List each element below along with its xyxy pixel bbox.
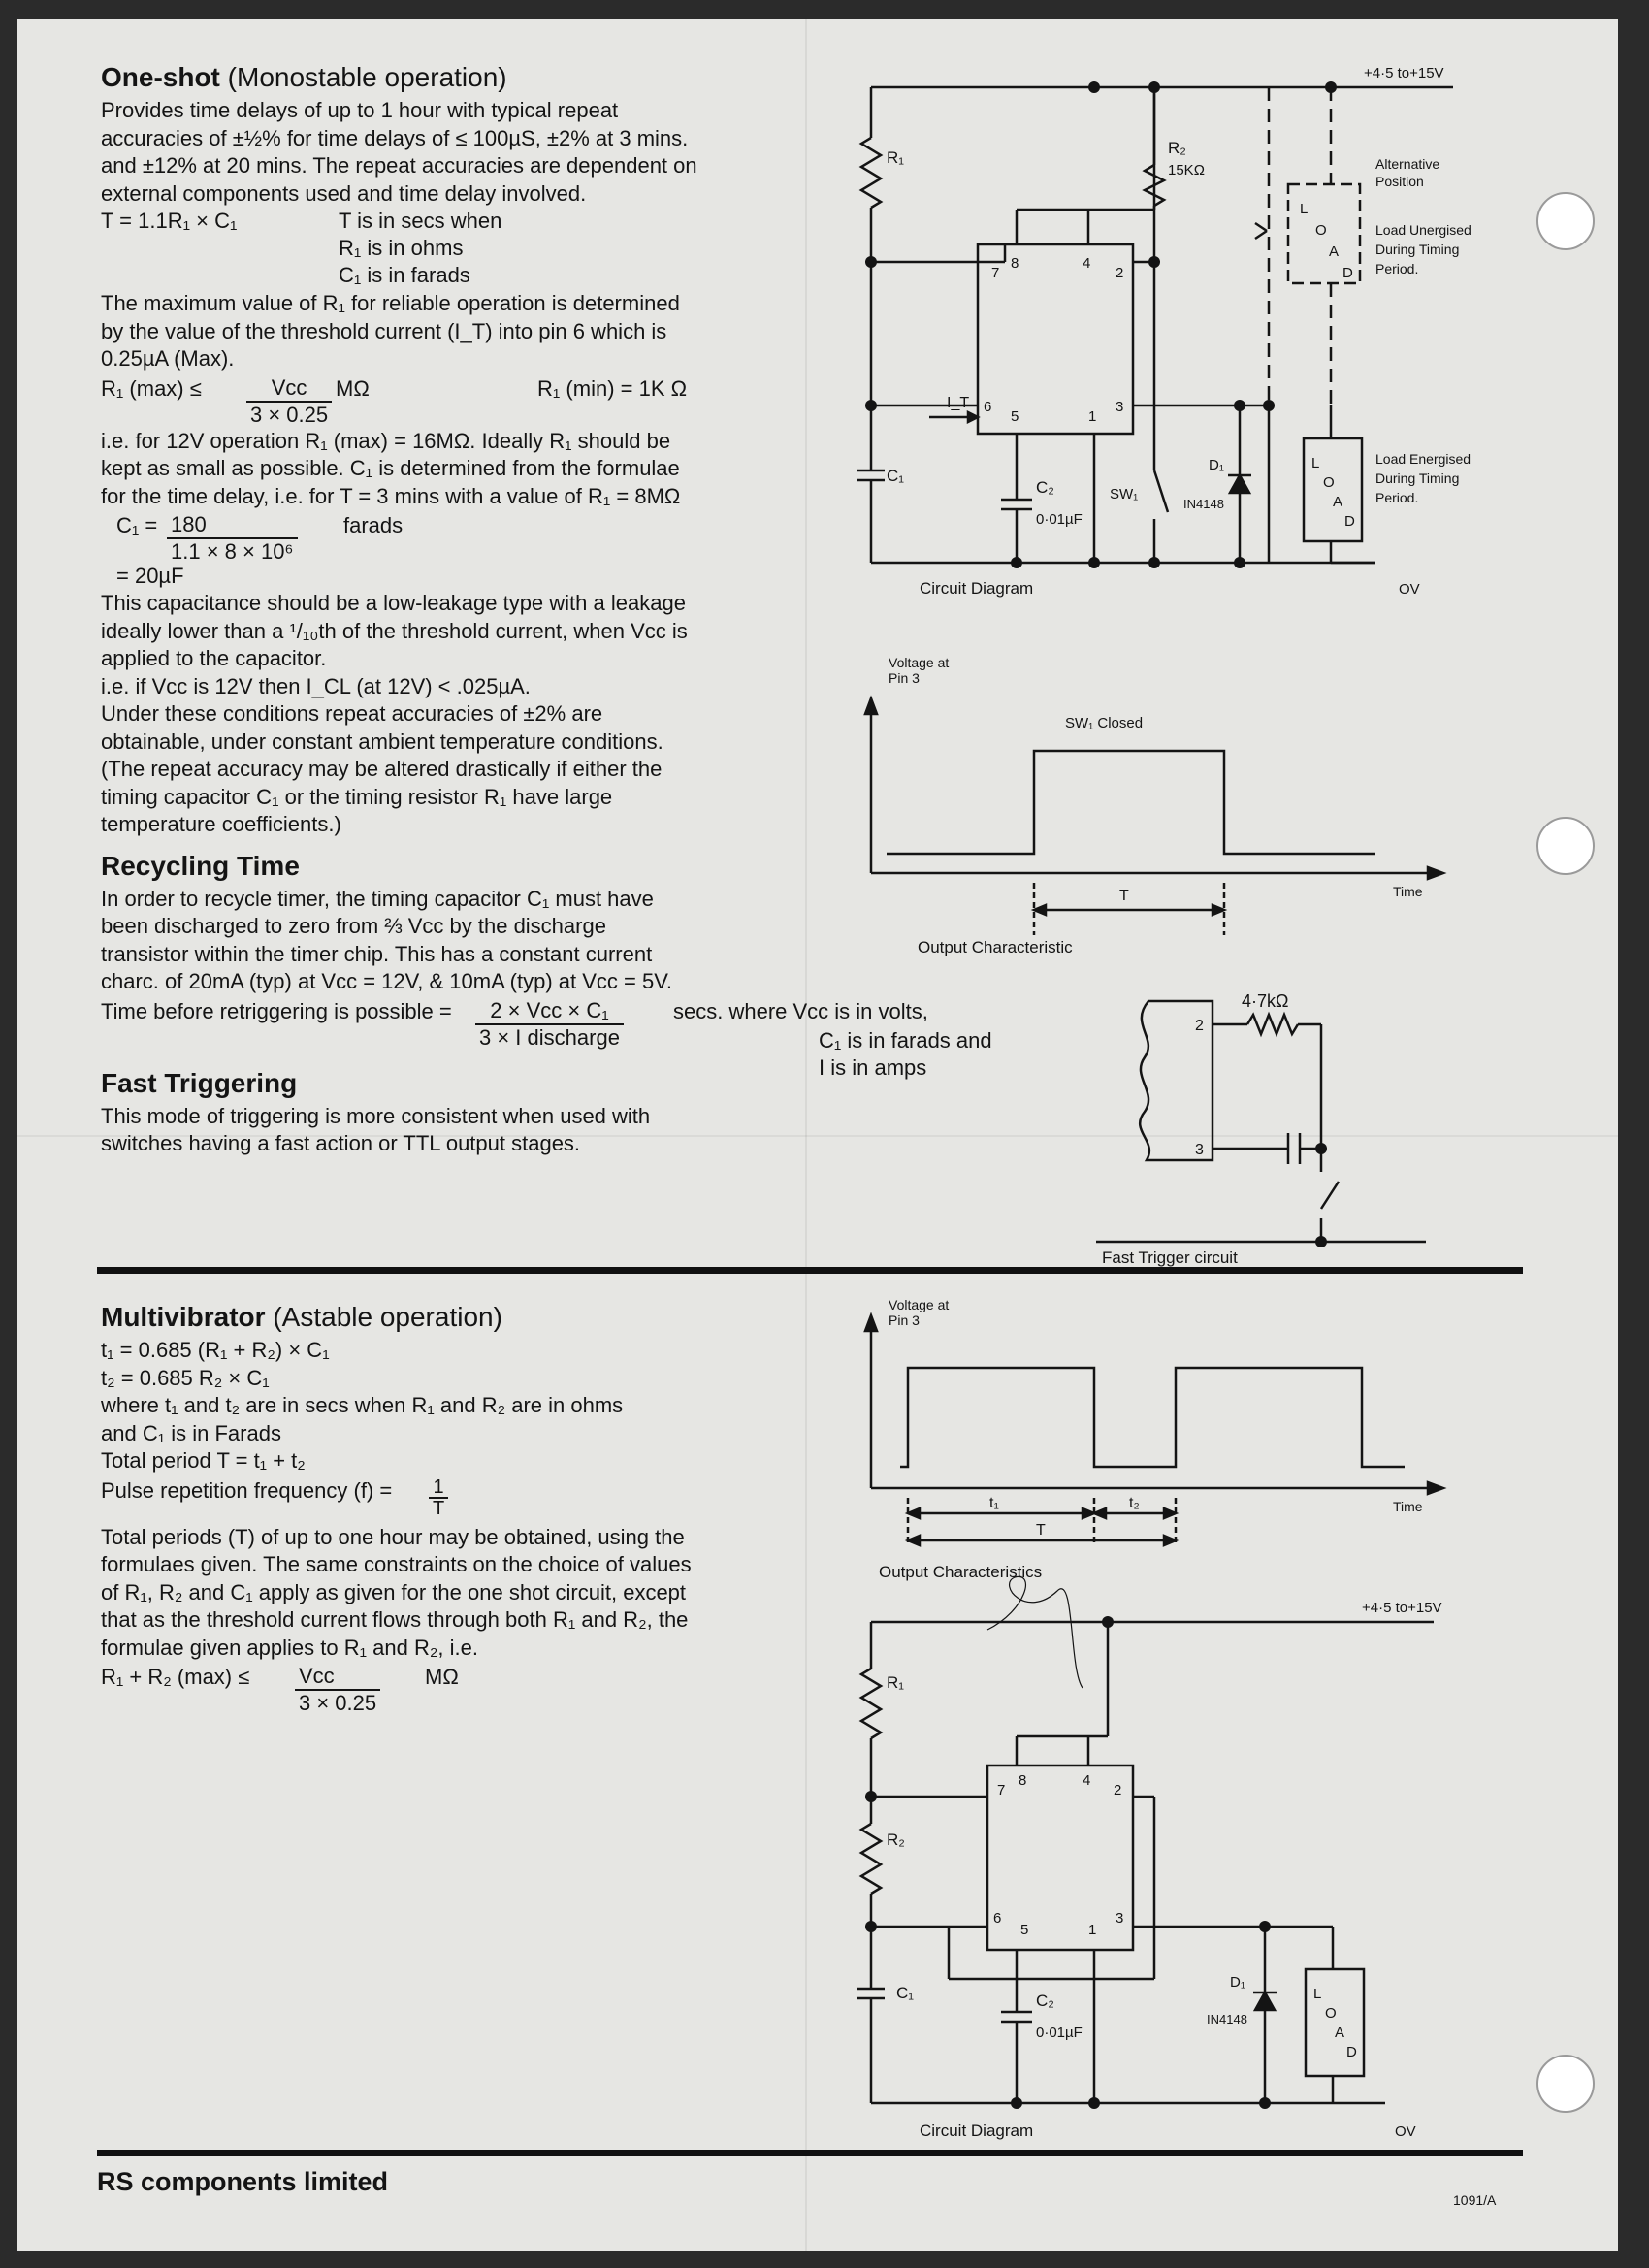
multivibrator-line: formulae given applies to R₁ and R₂, i.e.	[101, 1635, 478, 1660]
load-letter: L	[1311, 455, 1320, 471]
resistor-r1	[861, 1669, 881, 1738]
pulse	[887, 751, 1375, 854]
diode-d1	[1255, 1993, 1275, 2010]
junction-dot	[1011, 2097, 1022, 2109]
junction-dot	[865, 1791, 877, 1802]
load-letter: D	[1346, 2044, 1357, 2060]
oneshot-max-line: by the value of the threshold current (I_T) into pin 6 which is	[101, 318, 667, 343]
waveform-output-characteristics	[865, 1315, 1443, 1688]
wave2-ylabel: Pin 3	[889, 1312, 920, 1328]
pin-label: 4	[1083, 255, 1091, 272]
cap-line: applied to the capacitor.	[101, 646, 327, 670]
oneshot-unit-line: T is in secs when	[339, 209, 502, 233]
load-energised-label: Load Energised	[1375, 451, 1471, 467]
oneshot-line: accuracies of ±½% for time delays of ≤ 100µS, ±2% at 3 mins.	[101, 125, 689, 150]
pin-label: 5	[1020, 1922, 1029, 1938]
d1-label: D₁	[1209, 457, 1224, 473]
recycling-line: charc. of 20mA (typ) at Vcc = 12V, & 10mA (typ) at Vcc = 5V.	[101, 969, 672, 993]
retrigger-right: secs. where Vcc is in volts,	[673, 998, 928, 1023]
pin-label: 2	[1114, 1782, 1122, 1798]
switch-sw1	[1154, 470, 1168, 512]
load-letter: L	[1313, 1986, 1322, 2002]
r2-label: R₂	[887, 1831, 905, 1849]
wave-period: T	[1119, 888, 1129, 904]
document-code: 1091/A	[1453, 2192, 1497, 2208]
c1-unit: farads	[343, 513, 404, 537]
oneshot-line: and ±12% at 20 mins. The repeat accuracies are dependent on	[101, 153, 697, 178]
oneshot-circuit-diagram	[17, 19, 1618, 2251]
rmax-unit: MΩ	[336, 375, 370, 401]
load-letter: O	[1315, 222, 1327, 239]
trigger-caption: Fast Trigger circuit	[1102, 1248, 1238, 1267]
multivibrator-line: formulaes given. The same constraints on the choice of values	[101, 1552, 692, 1576]
trigger-pin-label: 2	[1195, 1018, 1204, 1034]
cap-line: timing capacitor C₁ or the timing resistor R₁ have large	[101, 784, 613, 809]
multivibrator-line: of R₁, R₂ and C₁ apply as given for the one shot circuit, except	[101, 1579, 687, 1604]
junction-dot	[1148, 256, 1160, 268]
wave-ylabel: Voltage at	[889, 655, 950, 670]
fast-line: switches having a fast action or TTL output stages.	[101, 1131, 581, 1155]
load-energised-label: Period.	[1375, 490, 1419, 505]
waveform-output-characteristic	[865, 698, 1443, 935]
oneshot-ie-line: for the time delay, i.e. for T = 3 mins with a value of R₁ = 8MΩ	[101, 483, 681, 508]
multivibrator-line: Total period T = t₁ + t₂	[101, 1448, 306, 1473]
sw1-label: SW₁	[1110, 486, 1139, 502]
recycling-line: In order to recycle timer, the timing capacitor C₁ must have	[101, 886, 654, 911]
junction-dot	[1325, 81, 1337, 93]
prf-formula	[101, 1475, 819, 1524]
junction-dot	[1088, 2097, 1100, 2109]
switch-trigger	[1321, 1182, 1339, 1209]
resistor-r1	[861, 138, 881, 208]
prf-denominator: T	[433, 1497, 445, 1519]
multivibrator-line: Total periods (T) of up to one hour may be obtained, using the	[101, 1524, 685, 1549]
load-letter: A	[1335, 2025, 1345, 2041]
oneshot-ie-line: i.e. for 12V operation R₁ (max) = 16MΩ. Ideally R₁ should be	[101, 428, 671, 453]
d1-label: D₁	[1230, 1974, 1245, 1991]
multivibrator-line: t₁ = 0.685 (R₁ + R₂) × C₁	[101, 1338, 330, 1362]
multivibrator-line: where t₁ and t₂ are in secs when R₁ and R₂ are in ohms	[101, 1393, 624, 1417]
supply-label: +4·5 to+15V	[1364, 65, 1444, 81]
junction-dot	[1011, 557, 1022, 568]
oneshot-line: external components used and time delay involved.	[101, 180, 587, 206]
r1-label: R₁	[887, 1673, 905, 1692]
c2-label: C₂	[1036, 1992, 1054, 2010]
rsum-left: R₁ + R₂ (max) ≤	[101, 1665, 250, 1689]
c1-result: = 20µF	[116, 564, 184, 588]
wave-caption: Output Characteristic	[918, 938, 1073, 956]
timer-ic	[987, 1766, 1133, 1950]
cap-line: temperature coefficients.)	[101, 812, 341, 836]
multivibrator-section	[101, 1302, 819, 1716]
c1-label: C₁	[896, 1984, 915, 2002]
retrigger-unit-line: I is in amps	[819, 1054, 927, 1080]
r1-label: R₁	[887, 148, 905, 167]
pin-label: 6	[993, 1910, 1002, 1927]
oneshot-ie-line: kept as small as possible. C₁ is determined from the formulae	[101, 456, 680, 480]
junction-dot	[1315, 1236, 1327, 1247]
retrigger-denominator: 3 × I discharge	[479, 1024, 620, 1050]
footer-divider	[97, 2150, 1523, 2156]
wave-annotation: SW₁ Closed	[1065, 715, 1144, 731]
circuit-caption: Circuit Diagram	[920, 2122, 1034, 2140]
resistor-4k7	[1247, 1015, 1298, 1034]
c2-value: 0·01µF	[1036, 511, 1083, 528]
oneshot-line: Provides time delays of up to 1 hour with typical repeat	[101, 98, 619, 122]
pin-label: 5	[1011, 408, 1019, 425]
oneshot-formula: T = 1.1R₁ × C₁	[101, 209, 238, 233]
circuit-caption: Circuit Diagram	[920, 579, 1034, 598]
diode-label: IN4148	[1207, 2012, 1247, 2026]
rsum-unit: MΩ	[425, 1665, 459, 1689]
cap-line: This capacitance should be a low-leakage type with a leakage	[101, 591, 686, 615]
trigger-resistor-label: 4·7kΩ	[1242, 991, 1289, 1011]
wave2-caption: Output Characteristics	[879, 1563, 1043, 1581]
retrigger-unit-line: C₁ is in farads and	[819, 1027, 992, 1053]
load-letter: O	[1325, 2005, 1337, 2022]
fast-title: Fast Triggering	[101, 1067, 298, 1098]
rsum-fraction	[295, 1664, 380, 1716]
oneshot-unit-line: C₁ is in farads	[339, 263, 470, 287]
cap-line: obtainable, under constant ambient temperature conditions.	[101, 729, 663, 754]
pin-label: 1	[1088, 1922, 1097, 1938]
junction-dot	[865, 1921, 877, 1932]
alt-label: Alternative	[1375, 156, 1440, 172]
fast-trigger-circuit	[1096, 1001, 1426, 1242]
alt-label: Position	[1375, 174, 1424, 189]
junction-dot	[1315, 1143, 1327, 1154]
document-sheet	[17, 19, 1618, 2251]
ov-label: OV	[1399, 581, 1420, 598]
load-letter: L	[1300, 201, 1309, 217]
multivibrator-line: and C₁ is in Farads	[101, 1420, 281, 1445]
supply-label: +4·5 to+15V	[1362, 1600, 1442, 1616]
diode-label: IN4148	[1183, 497, 1224, 511]
multivibrator-line: t₂ = 0.685 R₂ × C₁	[101, 1365, 270, 1390]
oneshot-unit-line: R₁ is in ohms	[339, 236, 464, 260]
wave2-t1: t₁	[989, 1495, 999, 1511]
retrigger-numerator: 2 × Vcc × C₁	[475, 998, 624, 1025]
c1-label: C₁	[887, 467, 905, 485]
cap-line: (The repeat accuracy may be altered drastically if either the	[101, 757, 663, 781]
pin-label: 1	[1088, 408, 1097, 425]
company-name: RS components limited	[97, 2167, 389, 2196]
junction-dot	[1148, 557, 1160, 568]
load-letter: A	[1329, 243, 1340, 260]
section-divider	[97, 1267, 1523, 1274]
junction-dot	[1263, 400, 1275, 411]
load-energised-label: During Timing	[1375, 470, 1460, 486]
junction-dot	[1234, 557, 1245, 568]
wave2-ylabel: Voltage at	[889, 1297, 950, 1312]
recycling-line: transistor within the timer chip. This has a constant current	[101, 941, 653, 966]
wave-ylabel: Pin 3	[889, 670, 920, 686]
rmin: R₁ (min) = 1K Ω	[537, 375, 688, 401]
rsum-formula	[101, 1662, 819, 1716]
rsum-numerator: Vcc	[295, 1664, 380, 1691]
pin-label: 4	[1083, 1772, 1091, 1789]
c2-value: 0·01µF	[1036, 2025, 1083, 2041]
recycling-title: Recycling Time	[101, 850, 300, 881]
cap-line: Under these conditions repeat accuracies of ±2% are	[101, 701, 603, 726]
pulse-train	[900, 1368, 1405, 1467]
c1-left: C₁ =	[116, 513, 158, 537]
diode-d1	[1230, 475, 1249, 493]
wave-xlabel: Time	[1393, 884, 1423, 899]
r2-value: 15KΩ	[1168, 162, 1205, 178]
multivibrator-title: Multivibrator (Astable operation)	[101, 1302, 502, 1332]
junction-dot	[1088, 557, 1100, 568]
ov-label: OV	[1395, 2123, 1416, 2140]
resistor-r2	[861, 1824, 881, 1894]
junction-dot	[865, 256, 877, 268]
pin-label: 3	[1116, 1910, 1124, 1927]
c2-label: C₂	[1036, 478, 1054, 497]
rsum-denominator: 3 × 0.25	[299, 1691, 377, 1715]
load-letter: D	[1344, 513, 1355, 530]
astable-circuit-diagram	[857, 1622, 1434, 2103]
load-letter: A	[1333, 494, 1343, 510]
load-unenergised-label: During Timing	[1375, 242, 1460, 257]
junction-dot	[1102, 1616, 1114, 1628]
pin-label: 7	[991, 265, 1000, 281]
c1-denominator: 1.1 × 8 × 10⁶	[171, 539, 294, 564]
rmax-denominator: 3 × 0.25	[250, 402, 329, 427]
pin-label: 3	[1116, 399, 1124, 415]
timer-ic	[978, 244, 1133, 434]
pin-label: 8	[1018, 1772, 1027, 1789]
pin-label: 7	[997, 1782, 1006, 1798]
rmax-numerator: Vcc	[246, 375, 332, 403]
c1-numerator: 180	[167, 512, 298, 539]
wave2-period: T	[1036, 1522, 1046, 1539]
wave2-t2: t₂	[1129, 1495, 1140, 1511]
load-letter: D	[1342, 265, 1353, 281]
oneshot-max-line: 0.25µA (Max).	[101, 346, 235, 371]
load-unenergised-label: Period.	[1375, 261, 1419, 276]
cap-line: i.e. if Vcc is 12V then I_CL (at 12V) < .025µA.	[101, 673, 531, 698]
junction-dot	[1088, 81, 1100, 93]
pin-label: 8	[1011, 255, 1019, 272]
pin-label: 2	[1116, 265, 1124, 281]
junction-dot	[865, 400, 877, 411]
fast-line: This mode of triggering is more consistent when used with	[101, 1103, 651, 1128]
oneshot-max-line: The maximum value of R₁ for reliable operation is determined	[101, 291, 680, 315]
recycling-line: been discharged to zero from ⅔ Vcc by the discharge	[101, 914, 606, 938]
junction-dot	[1148, 81, 1160, 93]
load-letter: O	[1323, 474, 1335, 491]
pin-label: 6	[984, 399, 992, 415]
retrigger-left: Time before retriggering is possible =	[101, 998, 452, 1023]
multivibrator-line: that as the threshold current flows through both R₁ and R₂, the	[101, 1607, 689, 1632]
oneshot-title: One-shot (Monostable operation)	[101, 62, 507, 92]
r2-label: R₂	[1168, 139, 1186, 157]
prf-numerator: 1	[429, 1477, 448, 1499]
cap-line: ideally lower than a ¹/₁₀th of the threshold current, when Vcc is	[101, 618, 688, 643]
prf-left: Pulse repetition frequency (f) =	[101, 1477, 393, 1503]
trigger-pin-label: 3	[1195, 1142, 1204, 1158]
junction-dot	[1259, 1921, 1271, 1932]
load-unenergised-label: Load Unergised	[1375, 222, 1471, 238]
wave2-xlabel: Time	[1393, 1499, 1423, 1514]
rmax-left: R₁ (max) ≤	[101, 375, 202, 401]
prf-fraction	[429, 1477, 448, 1518]
it-label: I_T	[947, 395, 970, 411]
junction-dot	[1259, 2097, 1271, 2109]
junction-dot	[1234, 400, 1245, 411]
